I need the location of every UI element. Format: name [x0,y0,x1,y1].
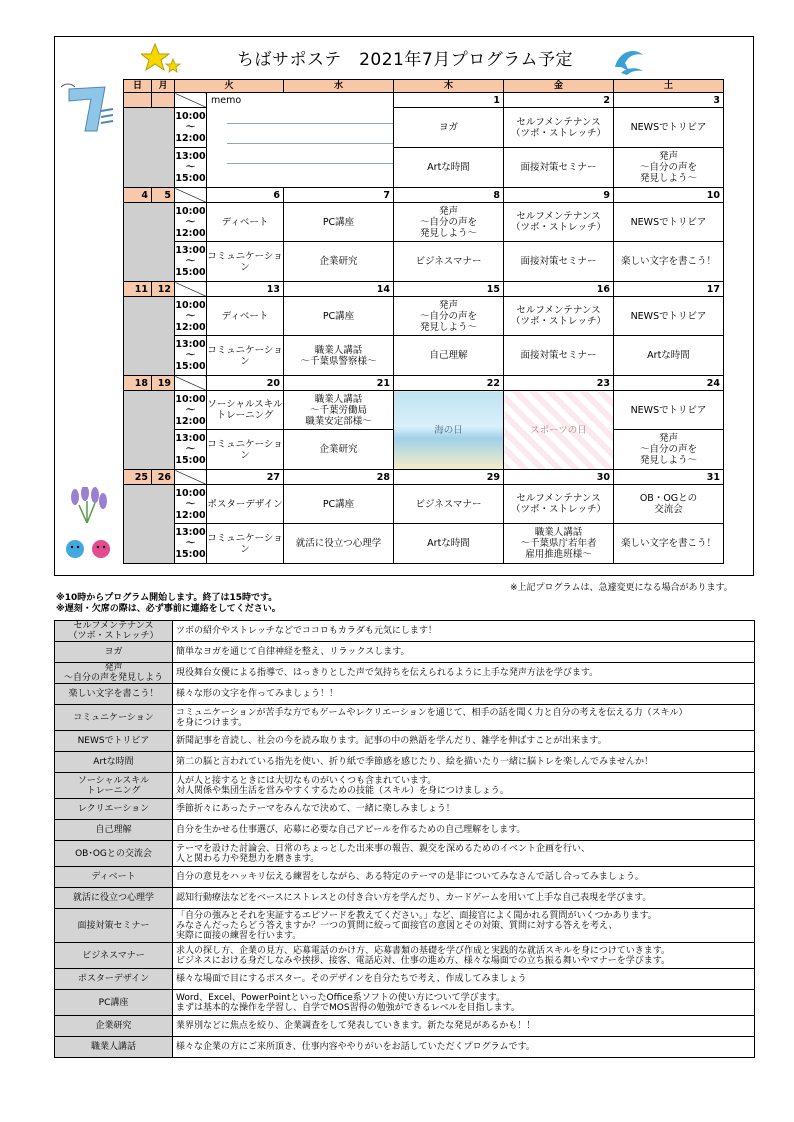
date-thu: 8 [394,188,504,203]
program-cell[interactable]: ポスターデザイン [207,485,284,524]
date-sun: 11 [124,282,152,297]
program-name: コミュニケーション [55,705,173,731]
memo-line [227,143,394,144]
program-desc: 自分を生かせる仕事選び、応募に必要な自己アピールを作るための自己理解をします。 [173,820,755,841]
time-part: ～ [185,256,196,267]
star-icon [141,43,181,77]
program-row [55,1037,755,1058]
program-cell[interactable]: 楽しい文字を書こう！ [614,242,724,282]
program-name: 職業人講話 [55,1037,173,1058]
program-row [55,684,755,705]
program-cell[interactable]: 職業人講話 ～千葉県庁若年者 雇用推進班様～ [504,524,614,564]
date-fri: 16 [504,282,614,297]
program-cell[interactable]: ソーシャルスキル トレーニング [207,391,284,430]
time-pm [175,242,207,282]
note-time: ※10時からプログラム開始します。終了は15時です。 [56,593,278,603]
program-cell[interactable]: PC講座 [284,485,394,524]
program-name: ソーシャルスキル トレーニング [55,773,173,799]
time-part: 10:00 [175,487,206,499]
week-date-row [124,470,724,485]
program-cell[interactable]: ビジネスマナー [394,485,504,524]
time-part: ～ [185,310,196,322]
change-note: ※上記プログラムは、急遽変更になる場合があります。 [510,583,733,593]
slash-cell [175,188,207,203]
time-am [175,485,207,524]
week-date-row [124,188,724,203]
date-fri: 9 [504,188,614,203]
program-desc: テーマを設けた討論会、日常のちょっとした出来事の報告、親交を深めるためのイベント企画を行い、 人と関わる力や発想力を磨きます。 [173,841,755,867]
program-name: ヨガ [55,642,173,663]
date-sat: 24 [614,376,724,391]
session-row-am [124,297,724,336]
time-part: 13:00 [175,245,206,256]
program-cell[interactable]: 自己理解 [394,336,504,376]
program-desc: 簡単なヨガを通じて自律神経を整え、リラックスします。 [173,642,755,663]
time-part: 12:00 [175,227,206,239]
program-cell[interactable]: 企業研究 [284,430,394,470]
program-cell[interactable]: ディベート [207,297,284,336]
time-part: 13:00 [175,339,206,350]
memo-line [227,123,394,124]
time-part: 13:00 [175,151,206,162]
holiday-fri: スポーツの日 [504,391,614,470]
time-part: 12:00 [175,415,206,427]
slash-cell [175,282,207,297]
date-thu: 1 [394,93,504,108]
note-absence: ※遅刻・欠席の際は、必ず事前に連絡をしてください。 [56,604,281,614]
time-part: ～ [185,498,196,510]
program-row [55,799,755,820]
time-part: 12:00 [175,133,206,144]
program-desc: 様々な場面で目にするポスター。そのデザインを自分たちで考え、作成してみましょう [173,969,755,990]
header-mon: 月 [152,80,175,93]
program-desc: 求人の探し方、企業の見方、応募電話のかけ方、応募書類の基礎を学び作成と実践的な就活スキルを身につけていきます。 ビジネスにおける身だしなみや挨拶、接客、電話応対、仕事の進め方、様々な場面での立ち振る舞いやマナーを学びます。 [173,943,755,969]
time-part: ～ [185,350,196,361]
date-thu: 22 [394,376,504,391]
program-cell[interactable]: 企業研究 [284,242,394,282]
program-desc: 様々な形の文字を作ってみましょう！！ [173,684,755,705]
slash-cell [175,470,207,485]
memo-box[interactable] [207,93,394,188]
program-cell[interactable]: セルフメンテナンス （ツボ・ストレッチ） [504,203,614,242]
slash-cell [175,376,207,391]
program-name: セルフメンテナンス （ツボ・ストレッチ） [55,621,173,642]
program-name: 面接対策セミナー [55,909,173,943]
time-pm [175,524,207,564]
date-mon: 5 [152,188,175,203]
session-row-pm [124,242,724,282]
program-cell[interactable]: コミュニケーション [207,242,284,282]
program-row [55,663,755,684]
program-cell[interactable]: Artな時間 [614,336,724,376]
time-part: 15:00 [175,549,206,560]
program-row [55,888,755,909]
program-cell[interactable]: コミュニケーション [207,430,284,470]
program-row [55,705,755,731]
time-pm [175,336,207,376]
important-notes [56,593,281,615]
week-date-row [124,93,724,108]
time-part: 10:00 [175,299,206,311]
program-cell[interactable]: 発声 ～自分の声を 発見しよう～ [394,297,504,336]
program-cell[interactable]: OB・OGとの 交流会 [614,485,724,524]
program-cell[interactable]: セルフメンテナンス （ツボ・ストレッチ） [504,485,614,524]
program-desc: Word、Excel、PowerPointといったOffice系ソフトの使い方について学びます。 まずは基本的な操作を学習し、自学でMOS習得の勉強ができるレベルを目指します。 [173,990,755,1016]
program-cell[interactable]: 就活に役立つ心理学 [284,524,394,564]
program-row [55,841,755,867]
program-row [55,867,755,888]
program-cell[interactable]: 発声 ～自分の声を 発見しよう～ [614,430,724,470]
program-desc: 季節折々にあったテーマをみんなで決めて、一緒に楽しみましょう！ [173,799,755,820]
header-sat: 土 [614,80,724,93]
header-tue: 火 [175,80,284,93]
program-cell[interactable]: 面接対策セミナー [504,336,614,376]
date-tue: 13 [207,282,284,297]
program-name: 企業研究 [55,1016,173,1037]
time-part: 15:00 [175,173,206,184]
time-part: 15:00 [175,455,206,466]
memo-label: memo [211,95,242,106]
program-cell[interactable]: NEWSでトリビア [614,391,724,430]
program-name: OB･OGとの交流会 [55,841,173,867]
time-part: 10:00 [175,205,206,217]
program-name: 就活に役立つ心理学 [55,888,173,909]
time-pm [175,430,207,470]
program-row [55,820,755,841]
time-part: 13:00 [175,527,206,538]
date-sun: 18 [124,376,152,391]
holiday-thu: 海の日 [394,391,504,470]
program-cell[interactable]: 職業人講話 ～千葉労働局 職業安定部様～ [284,391,394,430]
july-seven-icon [57,81,117,137]
time-part: 15:00 [175,267,206,278]
program-row [55,1016,755,1037]
time-part: ～ [185,122,196,133]
date-fri: 30 [504,470,614,485]
time-am [175,203,207,242]
program-row [55,621,755,642]
calendar-table [123,79,724,564]
session-row-am [124,391,724,430]
time-part: ～ [185,162,196,173]
time-part: 10:00 [175,393,206,405]
lavender-bears-icon [61,487,117,567]
date-tue: 6 [207,188,284,203]
program-cell[interactable]: Artな時間 [394,148,504,188]
program-name: ビジネスマナー [55,943,173,969]
time-part: 12:00 [175,509,206,521]
program-desc: 認知行動療法などをベースにストレスとの付き合い方を学んだり、カードゲームを用いて上手な自己表現を学びます。 [173,888,755,909]
program-desc: 新聞記事を音読し、社会の今を読み取ります。記事の中の熟語を学んだり、雑学を伸ばすことが出来ます。 [173,731,755,752]
session-row-am [124,203,724,242]
program-cell[interactable]: Artな時間 [394,524,504,564]
program-cell[interactable]: PC講座 [284,297,394,336]
program-name: ディベート [55,867,173,888]
program-name: 楽しい文字を書こう！ [55,684,173,705]
date-wed: 21 [284,376,394,391]
session-row-pm [124,524,724,564]
date-wed: 14 [284,282,394,297]
program-name: 発声 ～自分の声を発見しよう [55,663,173,684]
date-mon [152,93,175,108]
program-desc: 第二の脳と言われている指先を使い、折り紙で季節感を感じたり、絵を描いたり一緒に脳トレを楽しんでみませんか！ [173,752,755,773]
program-cell[interactable]: コミュニケーション [207,336,284,376]
date-wed: 28 [284,470,394,485]
dolphin-icon [611,41,647,77]
date-sat: 31 [614,470,724,485]
time-part: ～ [185,216,196,228]
time-part: ～ [185,538,196,549]
session-row-pm [124,336,724,376]
date-mon: 12 [152,282,175,297]
time-part: ～ [185,444,196,455]
program-cell[interactable]: ヨガ [394,108,504,148]
date-mon: 26 [152,470,175,485]
program-cell[interactable]: PC講座 [284,203,394,242]
program-name: ポスターデザイン [55,969,173,990]
weekend-grey [124,485,175,564]
date-mon: 19 [152,376,175,391]
calendar-frame [54,36,754,576]
program-desc: 様々な企業の方にご来所頂き、仕事内容ややりがいをお話していただくプログラムです。 [173,1037,755,1058]
program-desc: 業界別などに焦点を絞り、企業調査をして発表していきます。新たな発見があるかも！！ [173,1016,755,1037]
date-fri: 23 [504,376,614,391]
program-row [55,642,755,663]
program-name: PC講座 [55,990,173,1016]
program-cell[interactable]: ディベート [207,203,284,242]
program-name: NEWSでトリビア [55,731,173,752]
program-cell[interactable]: 職業人講話 ～千葉県警察様～ [284,336,394,376]
program-desc: 「自分の強みとそれを実証するエピソードを教えてください。」など、面接官によく聞かれる質問がいくつかあります。 みなさんだったらどう答えますか？一つの質問に絞って面接官の意図とその対策、質問に対する答えを考え、 実際に面接の練習を行います。 [173,909,755,943]
program-row [55,752,755,773]
date-sat: 3 [614,93,724,108]
slash-cell [175,93,207,108]
time-part: 13:00 [175,433,206,444]
program-cell[interactable]: 面接対策セミナー [504,148,614,188]
date-fri: 2 [504,93,614,108]
weekend-grey [124,391,175,470]
program-row [55,943,755,969]
program-cell[interactable]: NEWSでトリビア [614,297,724,336]
time-am [175,297,207,336]
program-desc: 現役舞台女優による指導で、はっきりとした声で気持ちを伝えられるように上手な発声方法を学びます。 [173,663,755,684]
program-row [55,969,755,990]
date-tue: 20 [207,376,284,391]
program-row [55,909,755,943]
time-part: 15:00 [175,361,206,372]
program-cell[interactable]: セルフメンテナンス （ツボ・ストレッチ） [504,108,614,148]
date-thu: 29 [394,470,504,485]
program-row [55,731,755,752]
program-row [55,990,755,1016]
program-name: 自己理解 [55,820,173,841]
weekend-grey [124,297,175,376]
time-part: ～ [185,404,196,416]
header-wed: 水 [284,80,394,93]
date-thu: 15 [394,282,504,297]
page-title: ちばサポステ 2021年7月プログラム予定 [236,50,574,70]
date-sun: 25 [124,470,152,485]
program-cell[interactable]: コミュニケーション [207,524,284,564]
header-thu: 木 [394,80,504,93]
program-desc: ツボの紹介やストレッチなどでココロもカラダも元気にします！ [173,621,755,642]
program-desc: コミュニケーションが苦手な方でもゲームやレクリエーションを通じて、相手の話を聞く力と自分の考えを伝える力（スキル） を身につけます。 [173,705,755,731]
time-pm [175,148,207,188]
program-name: レクリエーション [55,799,173,820]
time-part: 10:00 [175,111,206,122]
program-cell[interactable]: NEWSでトリビア [614,108,724,148]
week-date-row [124,376,724,391]
time-part: 12:00 [175,321,206,333]
date-wed: 7 [284,188,394,203]
program-desc: 人が人と接するときには大切なものがいくつも含まれています。 対人関係や集団生活を営みやすくするための技能（スキル）を身につけましょう。 [173,773,755,799]
date-tue: 27 [207,470,284,485]
session-row-am [124,485,724,524]
program-cell[interactable]: NEWSでトリビア [614,203,724,242]
weekday-header [124,80,724,93]
header-sun: 日 [124,80,152,93]
time-am [175,391,207,430]
program-cell[interactable]: ビジネスマナー [394,242,504,282]
program-cell[interactable]: 楽しい文字を書こう！ [614,524,724,564]
program-cell[interactable]: 発声 ～自分の声を 発見しよう～ [394,203,504,242]
header-fri: 金 [504,80,614,93]
weekend-grey [124,108,175,188]
program-name: Artな時間 [55,752,173,773]
time-am [175,108,207,148]
program-cell[interactable]: 発声 ～自分の声を 発見しよう～ [614,148,724,188]
date-sat: 17 [614,282,724,297]
program-row [55,773,755,799]
date-sun: 4 [124,188,152,203]
program-cell[interactable]: セルフメンテナンス （ツボ・ストレッチ） [504,297,614,336]
date-sun [124,93,152,108]
program-descriptions [54,620,755,1058]
program-cell[interactable]: 面接対策セミナー [504,242,614,282]
weekend-grey [124,203,175,282]
memo-line [227,163,394,164]
week-date-row [124,282,724,297]
program-desc: 自分の意見をハッキリ伝える練習をしながら、ある特定のテーマの是非についてみなさんで話し合ってみましょう。 [173,867,755,888]
date-sat: 10 [614,188,724,203]
